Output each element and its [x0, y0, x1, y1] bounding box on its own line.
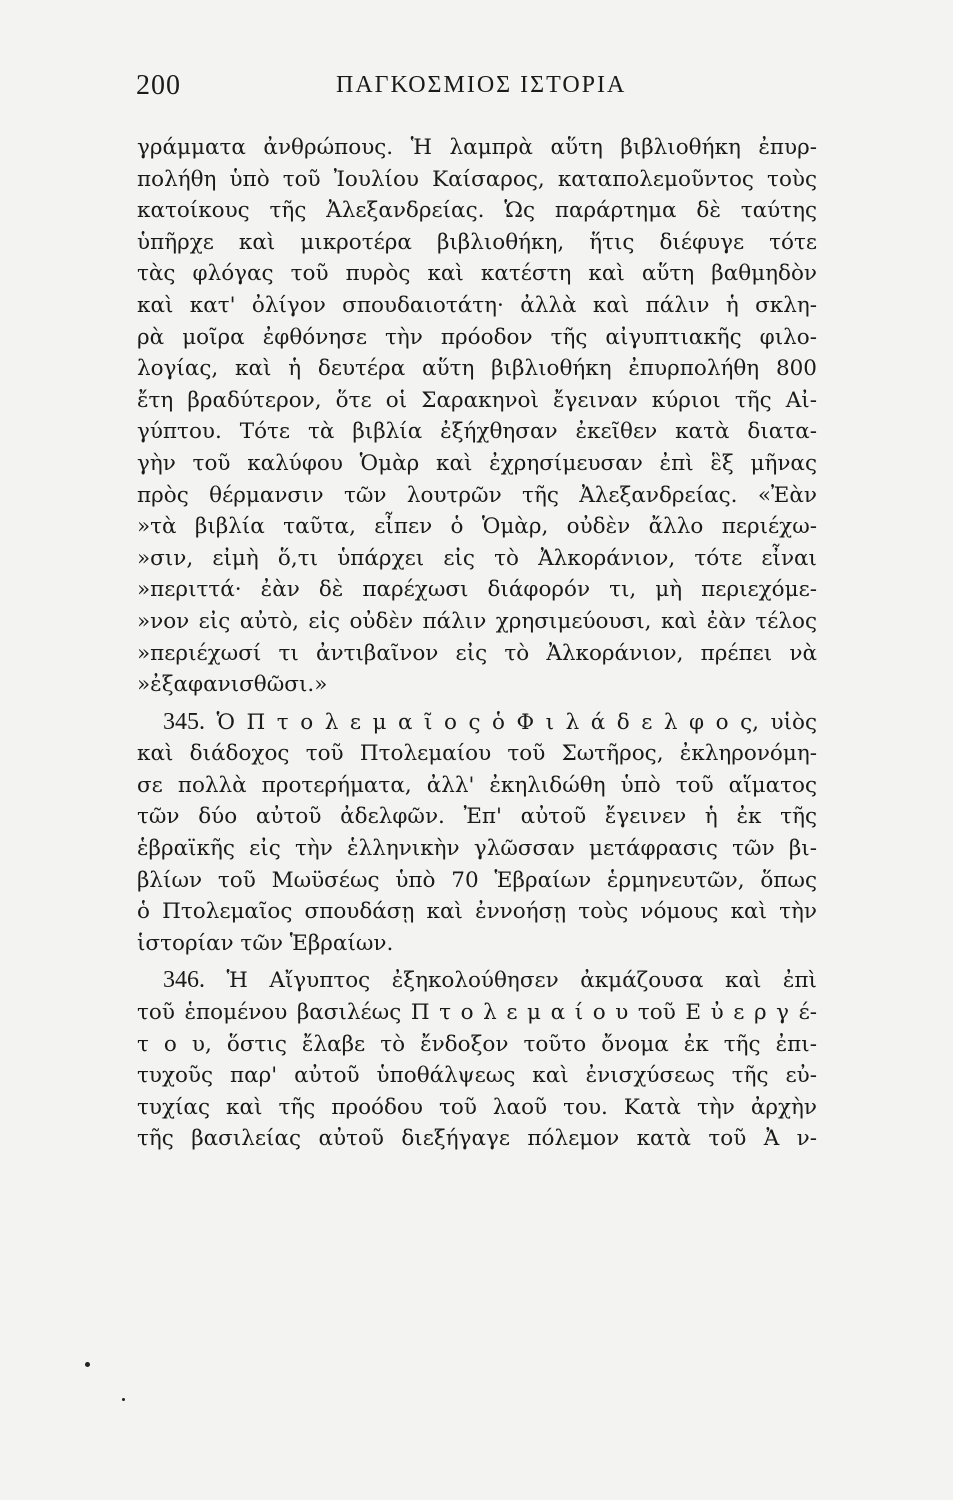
text-line: καὶ κατ' ὀλίγον σπουδαιοτάτη· ἀλλὰ καὶ πάλιν ἡ σκλη-	[137, 292, 817, 318]
text-line: γράμματα ἀνθρώπους. Ἡ λαμπρὰ αὕτη βιβλιοθήκη ἐπυρ-	[137, 135, 817, 160]
text-line: βλίων τοῦ Μωϋσέως ὑπὸ 70 Ἑβραίων ἑρμηνευτῶν, ὅπως	[137, 867, 817, 893]
paragraph-346-first-line	[137, 965, 817, 997]
text-line: ἑβραϊκῆς εἰς τὴν ἑλληνικὴν γλῶσσαν μετάφρασις τῶν βι-	[137, 836, 817, 862]
text-line: γύπτου. Τότε τὰ βιβλία ἐξήχθησαν ἐκεῖθεν κατὰ διατα-	[137, 419, 817, 445]
text-line: »νον εἰς αὐτὸ, εἰς οὐδὲν πάλιν χρησιμεύουσι, καὶ ἐὰν τέλος	[137, 608, 817, 634]
section-number-345: 345.	[163, 708, 205, 735]
text-line: τυχίας καὶ τῆς προόδου τοῦ λαοῦ του. Κατὰ τὴν ἀρχὴν	[137, 1094, 817, 1120]
text-line: τ ο υ, ὅστις ἔλαβε τὸ ἔνδοξον τοῦτο ὄνομα ἐκ τῆς ἐπι-	[137, 1031, 817, 1057]
paragraph-346-opening: Ἡ Αἴγυπτος ἐξηκολούθησεν ἀκμάζουσα καὶ ἐπὶ	[226, 968, 817, 994]
text-line: πρὸς θέρμανσιν τῶν λουτρῶν τῆς Ἀλεξανδρείας. «Ἐὰν	[137, 482, 817, 508]
text-line: »ἐξαφανισθῶσι.»	[137, 672, 328, 698]
text-line: »περιττά· ἐὰν δὲ παρέχωσι διάφορόν τι, μὴ περιεχόμε-	[137, 577, 817, 603]
paragraph-345-first-line	[137, 707, 817, 739]
text-line: ρὰ μοῖρα ἐφθόνησε τὴν πρόοδον τῆς αἰγυπτιακῆς φιλο-	[137, 324, 817, 350]
text-line: καὶ διάδοχος τοῦ Πτολεμαίου τοῦ Σωτῆρος, ἐκληρονόμη-	[137, 741, 817, 767]
text-line: ὁ Πτολεμαῖος σπουδάσῃ καὶ ἐννοήσῃ τοὺς νόμους καὶ τὴν	[137, 899, 817, 925]
text-line: »τὰ βιβλία ταῦτα, εἶπεν ὁ Ὁμὰρ, οὐδὲν ἄλλο περιέχω-	[137, 514, 817, 540]
paragraph-345-opening: Ὁ Π τ ο λ ε μ α ῖ ο ς ὁ Φ ι λ ά δ ε λ φ ο ς, υἱὸς	[216, 709, 817, 735]
section-number-346: 346.	[163, 967, 205, 994]
text-line: τοῦ ἑπομένου βασιλέως Π τ ο λ ε μ α ί ο υ τοῦ Ε ὐ ε ρ γ έ-	[137, 1000, 817, 1026]
text-line: σε πολλὰ προτερήματα, ἀλλ' ἐκηλιδώθη ὑπὸ τοῦ αἵματος	[137, 772, 817, 798]
text-line: τυχοῦς παρ' αὐτοῦ ὑποθάλψεως καὶ ἐνισχύσεως τῆς εὐ-	[137, 1063, 817, 1089]
page-number: 200	[136, 70, 181, 101]
text-line: ἔτη βραδύτερον, ὅτε οἱ Σαρακηνοὶ ἔγειναν κύριοι τῆς Αἰ-	[137, 387, 817, 413]
text-line: γὴν τοῦ καλύφου Ὁμὰρ καὶ ἐχρησίμευσαν ἐπὶ ἓξ μῆνας	[137, 450, 817, 476]
text-line: ἱστορίαν τῶν Ἑβραίων.	[137, 930, 394, 956]
body-text	[137, 132, 817, 1155]
text-line: τῶν δύο αὐτοῦ ἀδελφῶν. Ἐπ' αὐτοῦ ἔγεινεν ἡ ἐκ τῆς	[137, 804, 817, 830]
text-line: λογίας, καὶ ἡ δευτέρα αὕτη βιβλιοθήκη ἐπυρπολήθη 800	[137, 356, 817, 382]
text-line: κατοίκους τῆς Ἀλεξανδρείας. Ὡς παράρτημα δὲ ταύτης	[137, 198, 817, 224]
text-line: τὰς φλόγας τοῦ πυρὸς καὶ κατέστη καὶ αὕτη βαθμηδὸν	[137, 261, 817, 287]
text-line: τῆς βασιλείας αὐτοῦ διεξήγαγε πόλεμον κατὰ τοῦ Ἀ ν-	[137, 1126, 817, 1152]
text-line: »περιέχωσί τι ἀντιβαῖνον εἰς τὸ Ἀλκοράνιον, πρέπει νὰ	[137, 640, 817, 666]
text-line: ὑπῆρχε καὶ μικροτέρα βιβλιοθήκη, ἥτις διέφυγε τότε	[137, 229, 817, 255]
running-title: ΠΑΓΚΟΣΜΙΟΣ ΙΣΤΟΡΙΑ	[336, 72, 627, 98]
ink-speck	[85, 1362, 90, 1367]
text-line: πολήθη ὑπὸ τοῦ Ἰουλίου Καίσαρος, καταπολεμοῦντος τοὺς	[137, 166, 817, 192]
page-header	[136, 60, 815, 110]
ink-speck	[122, 1398, 125, 1401]
text-line: »σιν, εἰμὴ ὅ,τι ὑπάρχει εἰς τὸ Ἀλκοράνιον, τότε εἶναι	[137, 545, 817, 571]
